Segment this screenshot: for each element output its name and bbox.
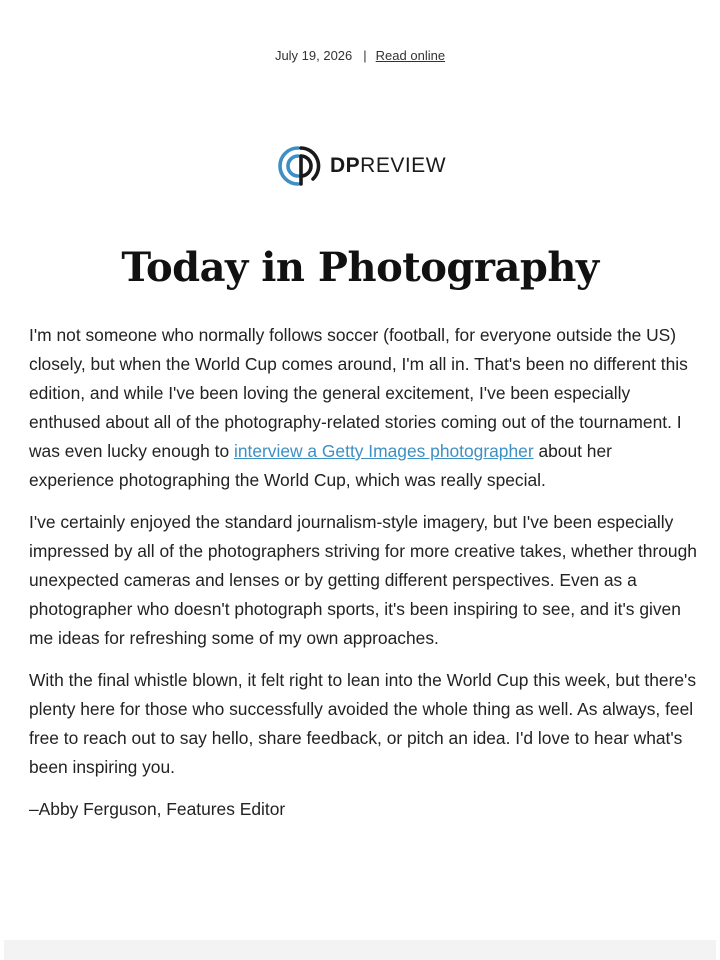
dpreview-logo[interactable] [0,144,720,188]
next-section-band [4,940,716,960]
wordmark-light: REVIEW [360,154,447,177]
dpreview-logo-icon [274,144,324,188]
paragraph-1-text-end: about her experience photographing the World Cup, which was really special. [29,441,612,490]
paragraph-1-text-start: I'm not someone who normally follows soccer (football, for everyone outside the US) closely, but when the World Cup comes around, I'm all in. That's been no different this edition, and while I've been loving the general excitement, I've been especially enthused about all of the photography-related stories coming out of the tournament. I was even lucky enough to [29,325,688,461]
wordmark-bold: DP [329,154,361,177]
getty-interview-link[interactable]: interview a Getty Images photographer [233,441,534,461]
read-online-link[interactable]: Read online [375,48,446,63]
editor-letter [29,321,697,837]
header-separator: | [363,48,367,63]
dpreview-wordmark [330,154,446,178]
paragraph-2: I've certainly enjoyed the standard journalism-style imagery, but I've been especially impressed by all of the photographers striving for more creative takes, whether through unexpected cameras and lenses or by getting different perspectives. Even as a photographer who doesn't photograph sports, it's been inspiring to see, and it's given me ideas for refreshing some of my own approaches. [29,512,697,648]
email-header-bar [0,46,720,66]
paragraph-3: With the final whistle blown, it felt right to lean into the World Cup this week, but there's plenty here for those who successfully avoided the whole thing as well. As always, feel free to reach out to say hello, share feedback, or pitch an idea. I'd love to hear what's been inspiring you. [29,670,697,777]
editor-signature: –Abby Ferguson, Features Editor [29,799,286,819]
paragraph-1 [29,321,697,495]
newsletter-title: Today in Photography [121,244,599,291]
issue-date: July 19, 2026 [274,48,353,63]
